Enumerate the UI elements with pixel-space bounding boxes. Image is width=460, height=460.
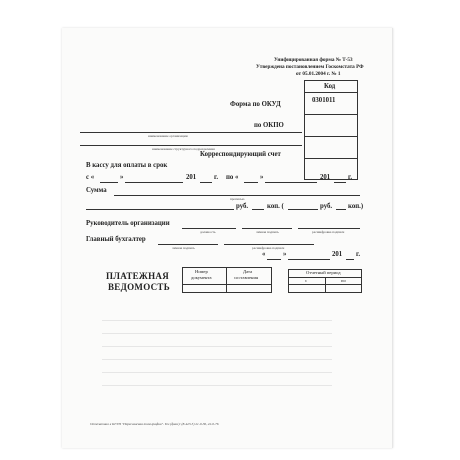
kop-line [252, 209, 264, 210]
rub-label: руб. [236, 203, 249, 210]
sign-day-line [267, 259, 281, 260]
doc-table-row-line [182, 284, 272, 285]
period-to-header: по [341, 277, 346, 283]
doc-date-header: Дата [243, 269, 253, 274]
code-table-row-line [304, 136, 358, 137]
director-label: Руководитель организации [86, 220, 170, 227]
okpo-label: по ОКПО [254, 122, 284, 129]
decoding-caption: расшифровка подписи [252, 246, 285, 250]
to-date-open: по « [226, 174, 239, 181]
document-title-line2: ВЕДОМОСТЬ [108, 282, 170, 292]
accountant-decoding-line [224, 244, 314, 245]
to-year-line [334, 182, 346, 183]
unit-name-caption: наименование структурного подразделения [152, 147, 215, 151]
signature-caption: личная подпись [172, 246, 195, 250]
okud-value: 0301011 [312, 97, 336, 104]
code-table-row-line [304, 158, 358, 159]
to-day-line [244, 182, 258, 183]
okud-label: Форма по ОКУД [230, 101, 281, 108]
corr-account-label: Корреспондирующий счет [200, 151, 281, 158]
to-year-prefix: 201 [320, 174, 331, 181]
written-caption: прописью [230, 197, 245, 201]
organization-line [80, 132, 302, 133]
sum-line [114, 195, 360, 196]
decoding-caption: расшифровка подписи [312, 230, 345, 234]
rub-digits-line [288, 209, 318, 210]
doc-number-header-2: документа [191, 275, 212, 280]
accountant-signature-line [158, 244, 218, 245]
showthrough-line [102, 385, 332, 386]
showthrough-line [102, 372, 332, 373]
quote-close: » [120, 174, 124, 181]
sign-year-prefix: 201 [332, 251, 343, 258]
sum-words-line [86, 209, 234, 210]
showthrough-line [102, 320, 332, 321]
from-year-suffix: г. [214, 174, 219, 181]
director-decoding-line [298, 228, 360, 229]
period-from-header: с [305, 277, 308, 283]
document-title-line1: ПЛАТЕЖНАЯ [106, 271, 170, 281]
from-day-line [100, 182, 118, 183]
form-code-line: Унифицированная форма № Т-53 [274, 57, 353, 63]
period-table-divider [325, 277, 326, 293]
to-month-line [265, 182, 317, 183]
position-caption: должность [200, 230, 216, 234]
sign-date-open: « [262, 251, 266, 258]
approval-line: Утверждена постановлением Госкомстата РФ [256, 64, 364, 70]
signature-caption: личная подпись [256, 230, 279, 234]
from-year-prefix: 201 [186, 174, 197, 181]
sign-year-suffix: г. [356, 251, 361, 258]
showthrough-line [102, 346, 332, 347]
code-header: Код [324, 83, 336, 90]
to-year-suffix: г. [348, 174, 353, 181]
kop-digits-line [336, 209, 346, 210]
sign-month-line [288, 259, 330, 260]
doc-number-header: Номер [195, 269, 208, 274]
kop-open-label: коп. ( [267, 203, 284, 210]
printer-footer: Отпечатано в КГУП "Переславская типография". Тел (факс): (8-423-5) 21-0-36, 22-0-76 [90, 422, 219, 426]
doc-date-header-2: составления [234, 275, 259, 280]
code-table-row-line [304, 92, 358, 93]
from-date-open: с « [86, 174, 95, 181]
quote-close: » [283, 251, 287, 258]
org-name-caption: наименование организации [148, 134, 188, 138]
accountant-label: Главный бухгалтер [86, 236, 146, 243]
from-year-line [200, 182, 212, 183]
approval-date-line: от 05.01.2004 г. № 1 [296, 71, 341, 77]
to-cash-label: В кассу для оплаты в срок [86, 162, 168, 169]
reporting-period-header: Отчетный период [306, 270, 341, 275]
showthrough-line [102, 333, 332, 334]
sum-label: Сумма [86, 187, 107, 194]
code-table-row-line [304, 114, 358, 115]
rub-label-2: руб. [320, 203, 333, 210]
director-position-line [182, 228, 236, 229]
doc-table-divider [226, 267, 227, 293]
form-sheet [62, 28, 393, 448]
code-table [304, 80, 358, 180]
kop-close-label: коп.) [348, 203, 364, 210]
quote-close: » [260, 174, 264, 181]
sign-year-line [346, 259, 354, 260]
director-signature-line [242, 228, 292, 229]
from-month-line [125, 182, 183, 183]
showthrough-line [102, 359, 332, 360]
unit-line [80, 145, 302, 146]
